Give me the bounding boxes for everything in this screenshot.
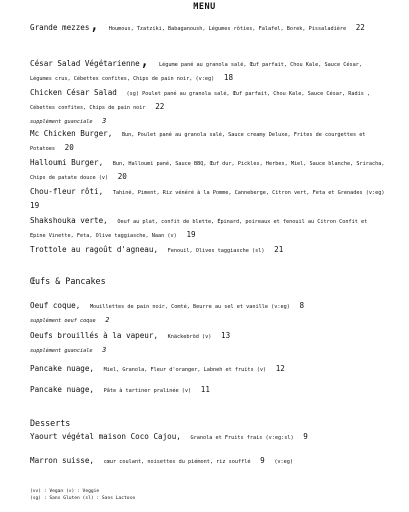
item-name: Oeuf coque, [30, 301, 81, 310]
item-price: 20 [64, 143, 74, 152]
item-price: 22 [355, 23, 365, 32]
menu-item [30, 361, 385, 375]
item-description: Bun, Halloumi pané, Sauce BBQ, Œuf dur, Pickles, Herbes, Miel, Sauce blanche, Sriracha, Chips de patate douce (v) [30, 161, 385, 181]
section-heading-desserts: Desserts [30, 418, 71, 428]
item-description: Fenouil, Olives taggiasche (sl) [167, 248, 265, 254]
menu-item [30, 213, 385, 241]
supplement-label: supplément guanciale [30, 119, 93, 125]
item-description: Mouillettes de pain noir, Comté, Beurre au sel et vanille (v:eg) [89, 304, 290, 310]
item-price: 9 [303, 432, 308, 441]
item-price: 8 [299, 301, 305, 310]
menu-item [30, 85, 385, 127]
diet-legend [30, 488, 135, 502]
item-price: 22 [155, 102, 165, 111]
item-name: Pancake nuage, [30, 385, 95, 394]
item-price: 12 [275, 364, 285, 373]
supplement-price: 3 [102, 117, 107, 125]
menu-item [30, 242, 385, 256]
item-name: Oeufs brouillés à la vapeur, [30, 331, 159, 340]
item-name: Chou-fleur rôti, [30, 187, 104, 196]
supplement-label: supplément guanciale [30, 348, 93, 354]
item-name: Trottole au ragoût d'agneau, [30, 245, 159, 254]
item-description: Miel, Granola, Fleur d'oranger, Labneh et fruits (v) [103, 367, 267, 373]
legend-line: (sg) : Sans Gluten (sl) : Sans Lactose [30, 496, 136, 501]
item-name: Grande mezzes [30, 23, 90, 32]
item-description: Pâte à tartiner pralinée (v) [103, 388, 192, 394]
item-price: 18 [223, 73, 234, 82]
item-description: Oeuf au plat, confit de blette, Épinard, poireaux et fenouil au Citron Confit et Epine Vinette, Feta, Olive taggiasche, Naan (v) [30, 219, 368, 239]
item-description: (sg) Poulet pané au granola salé, Œuf parfait, Chou Kale, Sauce César, Radis , Cébettes confites, Chips de pain noir [30, 91, 371, 111]
item-price: 19 [30, 201, 40, 210]
supplement-price: 3 [102, 346, 107, 354]
menu-item [30, 453, 385, 467]
menu-item [30, 155, 385, 183]
item-name: César Salad Végétarienne [30, 59, 140, 68]
item-name: Yaourt végétal maison Coco Cajou, [30, 432, 181, 441]
item-description: Bun, Poulet pané au granola salé, Sauce creamy Deluxe, Frites de courgettes et Potatoes [30, 132, 366, 152]
item-description: Granola et Fruits frais (v:eg:sl) [190, 435, 294, 441]
item-name: Pancake nuage, [30, 364, 95, 373]
menu-item [30, 429, 385, 443]
item-description: cœur coulant, noisettes du piémont, riz soufflé [103, 459, 251, 465]
supplement-price: 2 [105, 316, 110, 324]
menu-title: MENU [193, 2, 216, 12]
legend-line: (vv) : Vegan (v) : Veggie [30, 489, 100, 494]
item-description: Légume pané au granola salé, Œuf parfait, Chou Kale, Sauce César, Légumes crus, Cébettes confites, Chips de pain noir, (v:eg) [30, 62, 363, 82]
item-name: Mc Chicken Burger, [30, 129, 113, 138]
menu-item [30, 184, 385, 210]
item-name: Chicken César Salad [30, 88, 117, 97]
item-price: 19 [186, 230, 196, 239]
menu-item: César Salad Végétarienne, Légume pané au granola salé, Œuf parfait, Chou Kale, Sauce César, Légumes crus, Cébettes confites, Chips de pain noir, (v:eg) 18 [30, 51, 363, 82]
item-name: Shakshouka verte, [30, 216, 108, 225]
menu-item [30, 298, 385, 326]
item-description: Tahiné, Piment, Riz vénéré à la Pomme, Canneberge, Citron vert, Feta et Grenades (v:eg) [112, 190, 385, 196]
item-description: Knäckebröd (v) [167, 334, 212, 340]
item-price: 13 [221, 331, 231, 340]
item-diet-tag: (v:eg) [274, 459, 294, 465]
item-name: Marron suisse, [30, 456, 95, 465]
item-price: 9 [260, 456, 265, 465]
item-price: 11 [200, 385, 210, 394]
section-heading-oeufs: Œufs & Pancakes [30, 276, 106, 286]
item-price: 21 [274, 245, 284, 254]
item-description: Houmous, Tzatziki, Babaganoush, Légumes rôties, Falafel, Borek, Pissaladière [108, 26, 347, 32]
item-name: Halloumi Burger, [30, 158, 104, 167]
menu-item [30, 382, 385, 396]
menu-item [30, 328, 385, 356]
supplement-label: supplément oeuf coque [30, 318, 96, 324]
item-price: 20 [117, 172, 127, 181]
menu-item [30, 126, 385, 154]
menu-item: Grande mezzes, Houmous, Tzatziki, Babaganoush, Légumes rôties, Falafel, Borek, Pissaladière 22 [30, 15, 365, 34]
